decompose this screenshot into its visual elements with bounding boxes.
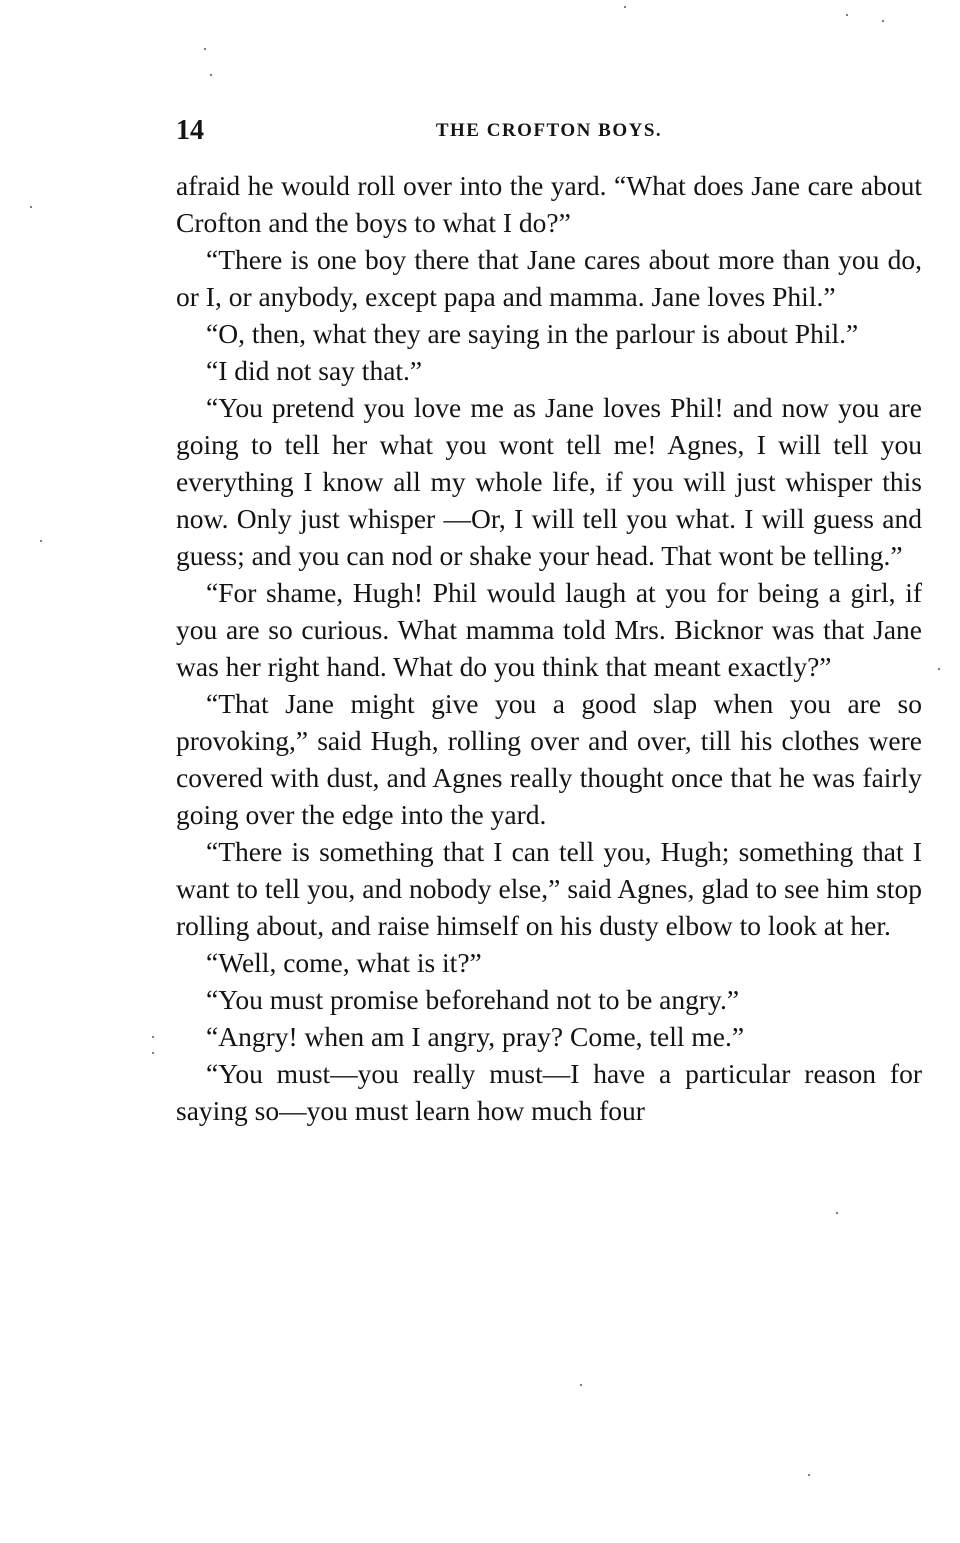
scan-speck [152, 1052, 154, 1054]
scan-speck [938, 668, 940, 670]
paragraph: “Well, come, what is it?” [206, 947, 482, 978]
paragraph: “You must promise beforehand not to be angry.” [206, 984, 740, 1015]
scan-speck [30, 206, 32, 208]
scan-speck [152, 1036, 154, 1038]
paragraph: “You pretend you love me as Jane loves Phil! and now you are going to tell her what you wont tell me! Agnes, I will tell you everything I know all my whole life, if you will just whisper this now. Only just whisper —Or, I will tell you what. I will guess and guess; and you can nod or shake your head. That wont be telling.” [176, 392, 922, 571]
paragraph: “There is something that I can tell you, Hugh; something that I want to tell you, and nobody else,” said Agnes, glad to see him stop rolling about, and raise himself on his dusty elbow to look at her. [176, 836, 922, 941]
paragraph: “O, then, what they are saying in the parlour is about Phil.” [206, 318, 859, 349]
paragraph: “For shame, Hugh! Phil would laugh at you for being a girl, if you are so curious. What mamma told Mrs. Bicknor was that Jane was her right hand. What do you think that meant exactly?” [176, 577, 922, 682]
page-number: 14 [176, 115, 204, 146]
body-text [176, 167, 922, 1129]
paragraph: “There is one boy there that Jane cares about more than you do, or I, or anybody, except papa and mamma. Jane loves Phil.” [176, 244, 922, 312]
scan-speck [210, 74, 212, 76]
scan-speck [40, 540, 42, 542]
running-head [176, 114, 922, 148]
scan-speck [836, 1212, 838, 1214]
scan-speck [624, 6, 626, 8]
book-title: THE CROFTON BOYS. [435, 120, 663, 141]
paragraph: “I did not say that.” [206, 355, 423, 386]
paragraph: “You must—you really must—I have a particular reason for saying so—you must learn how much four [176, 1058, 922, 1126]
scan-speck [204, 48, 206, 50]
scan-speck [580, 1384, 582, 1386]
paragraph: “That Jane might give you a good slap when you are so provoking,” said Hugh, rolling over and over, till his clothes were covered with dust, and Agnes really thought once that he was fairly going over the edge into the yard. [176, 688, 922, 830]
scan-speck [882, 20, 884, 22]
scan-speck [808, 1474, 810, 1476]
paragraph: “Angry! when am I angry, pray? Come, tell me.” [206, 1021, 745, 1052]
paragraph: afraid he would roll over into the yard. “What does Jane care about Crofton and the boys to what I do?” [176, 170, 922, 238]
scan-speck [846, 14, 848, 16]
